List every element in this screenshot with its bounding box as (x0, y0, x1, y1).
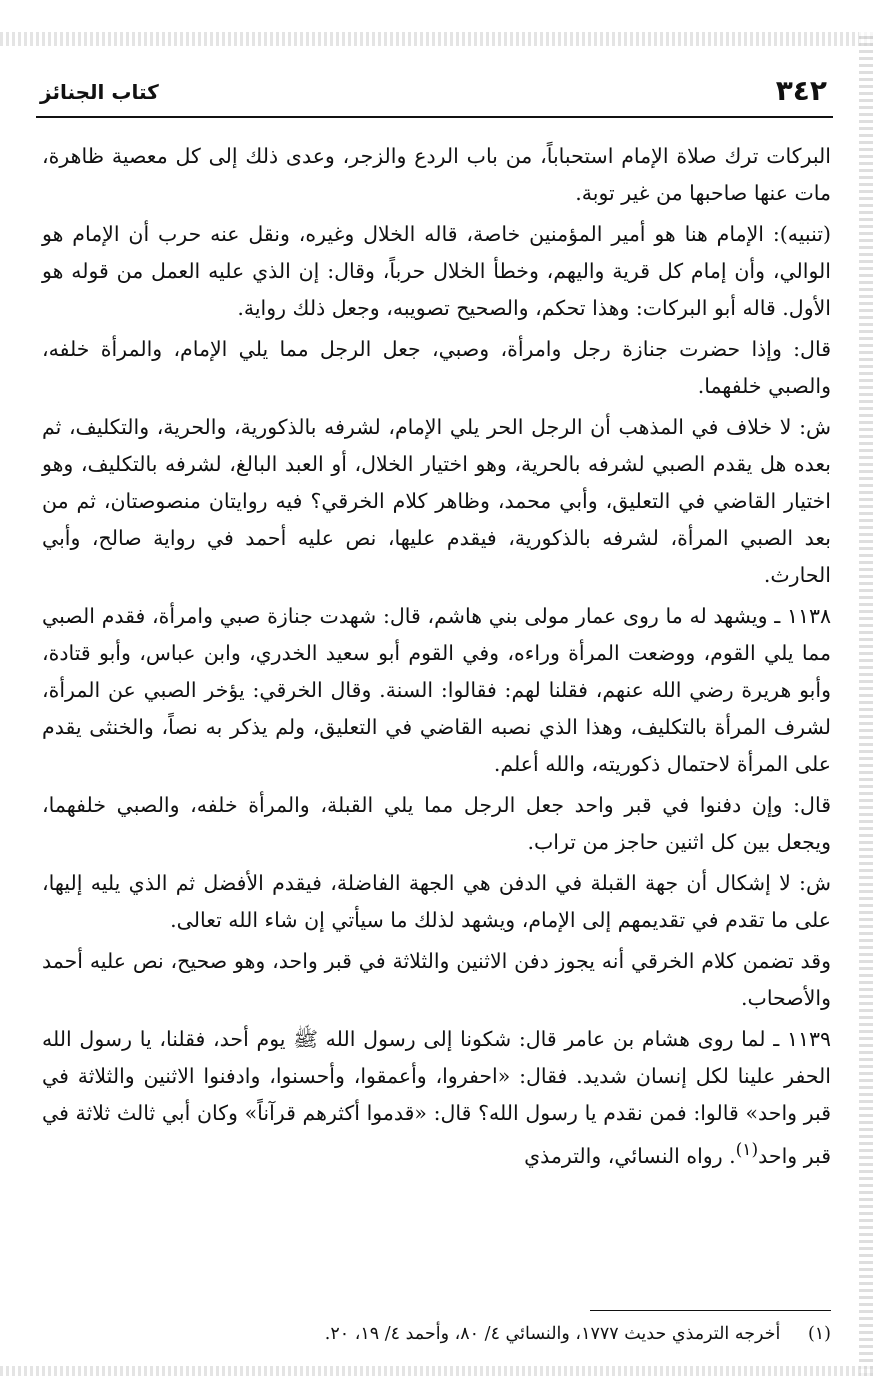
paragraph-9-text: ١١٣٩ ـ لما روى هشام بن عامر قال: شكونا إلى رسول الله ﷺ يوم أحد، فقلنا، يا رسول الله الحفر علينا لكل إنسان شديد. فقال: «احفروا، وأعمقوا، وأحسنوا، وادفنوا الاثنين والثلاثة في قبر واحد» قالوا: فمن نقدم يا رسول الله؟ قال: «قدموا أكثرهم قرآناً» وكان أبي ثالث ثلاثة في قبر واحد (42, 1027, 831, 1168)
decorative-border-bottom (0, 1366, 873, 1376)
paragraph-1: البركات ترك صلاة الإمام استحباباً، من باب الردع والزجر، وعدى ذلك إلى كل معصية ظاهرة، مات عنها صاحبها من غير توبة. (42, 144, 831, 205)
paragraph-7: ش: لا إشكال أن جهة القبلة في الدفن هي الجهة الفاضلة، فيقدم الأفضل ثم الذي يليه إليها، على ما تقدم في تقديمهم إلى الإمام، ويشهد لذلك ما سيأتي إن شاء الله تعالى. (42, 871, 831, 932)
page-header (36, 70, 833, 118)
paragraph-2: (تنبيه): الإمام هنا هو أمير المؤمنين خاصة، قاله الخلال وغيره، ونقل عنه حرب أن الإمام هو الوالي، وأن إمام كل قرية واليهم، وخطأ الخلال حرباً، وقال: إن الذي عليه العمل من قوله هو الأول. قاله أبو البركات: وهذا تحكم، والصحيح تصويبه، وجعل ذلك رواية. (42, 222, 831, 320)
header-rule (36, 116, 833, 118)
paragraph-9-tail: . رواه النسائي، والترمذي (524, 1143, 736, 1168)
decorative-border-top (0, 32, 873, 46)
paragraph-4: ش: لا خلاف في المذهب أن الرجل الحر يلي الإمام، لشرفه بالذكورية، والحرية، والتكليف، ثم بعده هل يقدم الصبي لشرفه بالحرية، وهو اختيار الخلال، أو العبد البالغ، لشرفه بالتكليف، وهو اختيار القاضي في التعليق، وأبي محمد، وظاهر كلام الخرقي؟ فيه روايتان منصوصتان، ثم من بعد الصبي المرأة، لشرفه بالذكورية، فيقدم عليها، نص عليه أحمد في رواية صالح، وأبي الحارث. (42, 415, 831, 587)
paragraph-8: وقد تضمن كلام الخرقي أنه يجوز دفن الاثنين والثلاثة في قبر واحد، وهو صحيح، نص عليه أحمد والأصحاب. (42, 949, 831, 1010)
footnote-rule (590, 1310, 831, 1311)
running-title: كتاب الجنائز (40, 80, 159, 104)
footnote (42, 1320, 831, 1348)
paragraph-6: قال: وإن دفنوا في قبر واحد جعل الرجل مما يلي القبلة، والمرأة خلفه، والصبي خلفهما، ويجعل بين كل اثنين حاجز من تراب. (42, 793, 831, 854)
paragraph-9 (42, 1021, 831, 1175)
decorative-border-right (859, 32, 873, 1376)
footnote-number: (١) (807, 1324, 831, 1344)
paragraph-5: ١١٣٨ ـ ويشهد له ما روى عمار مولى بني هاشم، قال: شهدت جنازة صبي وامرأة، فقدم الصبي مما يلي القوم، ووضعت المرأة وراءه، وفي القوم أبو سعيد الخدري، وابن عباس، وأبو قتادة، وأبو هريرة رضي الله عنهم، فقلنا لهم: فقالوا: السنة. وقال الخرقي: يؤخر الصبي عن المرأة، لشرف المرأة بالتكليف، وهذا الذي نصبه القاضي في التعليق، ولم يذكر به نصاً، والخنثى يقدم على المرأة لاحتمال ذكوريته، والله أعلم. (42, 604, 831, 776)
footnote-text: أخرجه الترمذي حديث ١٧٧٧، والنسائي ٤/ ٨٠، وأحمد ٤/ ١٩، ٢٠. (324, 1324, 781, 1344)
page-number: ٣٤٢ (775, 74, 827, 107)
footnote-reference[interactable]: (١) (735, 1140, 759, 1160)
paragraph-3: قال: وإذا حضرت جنازة رجل وامرأة، وصبي، جعل الرجل مما يلي الإمام، والمرأة خلفه، والصبي خلفهما. (42, 337, 831, 398)
page-body (42, 138, 831, 1179)
